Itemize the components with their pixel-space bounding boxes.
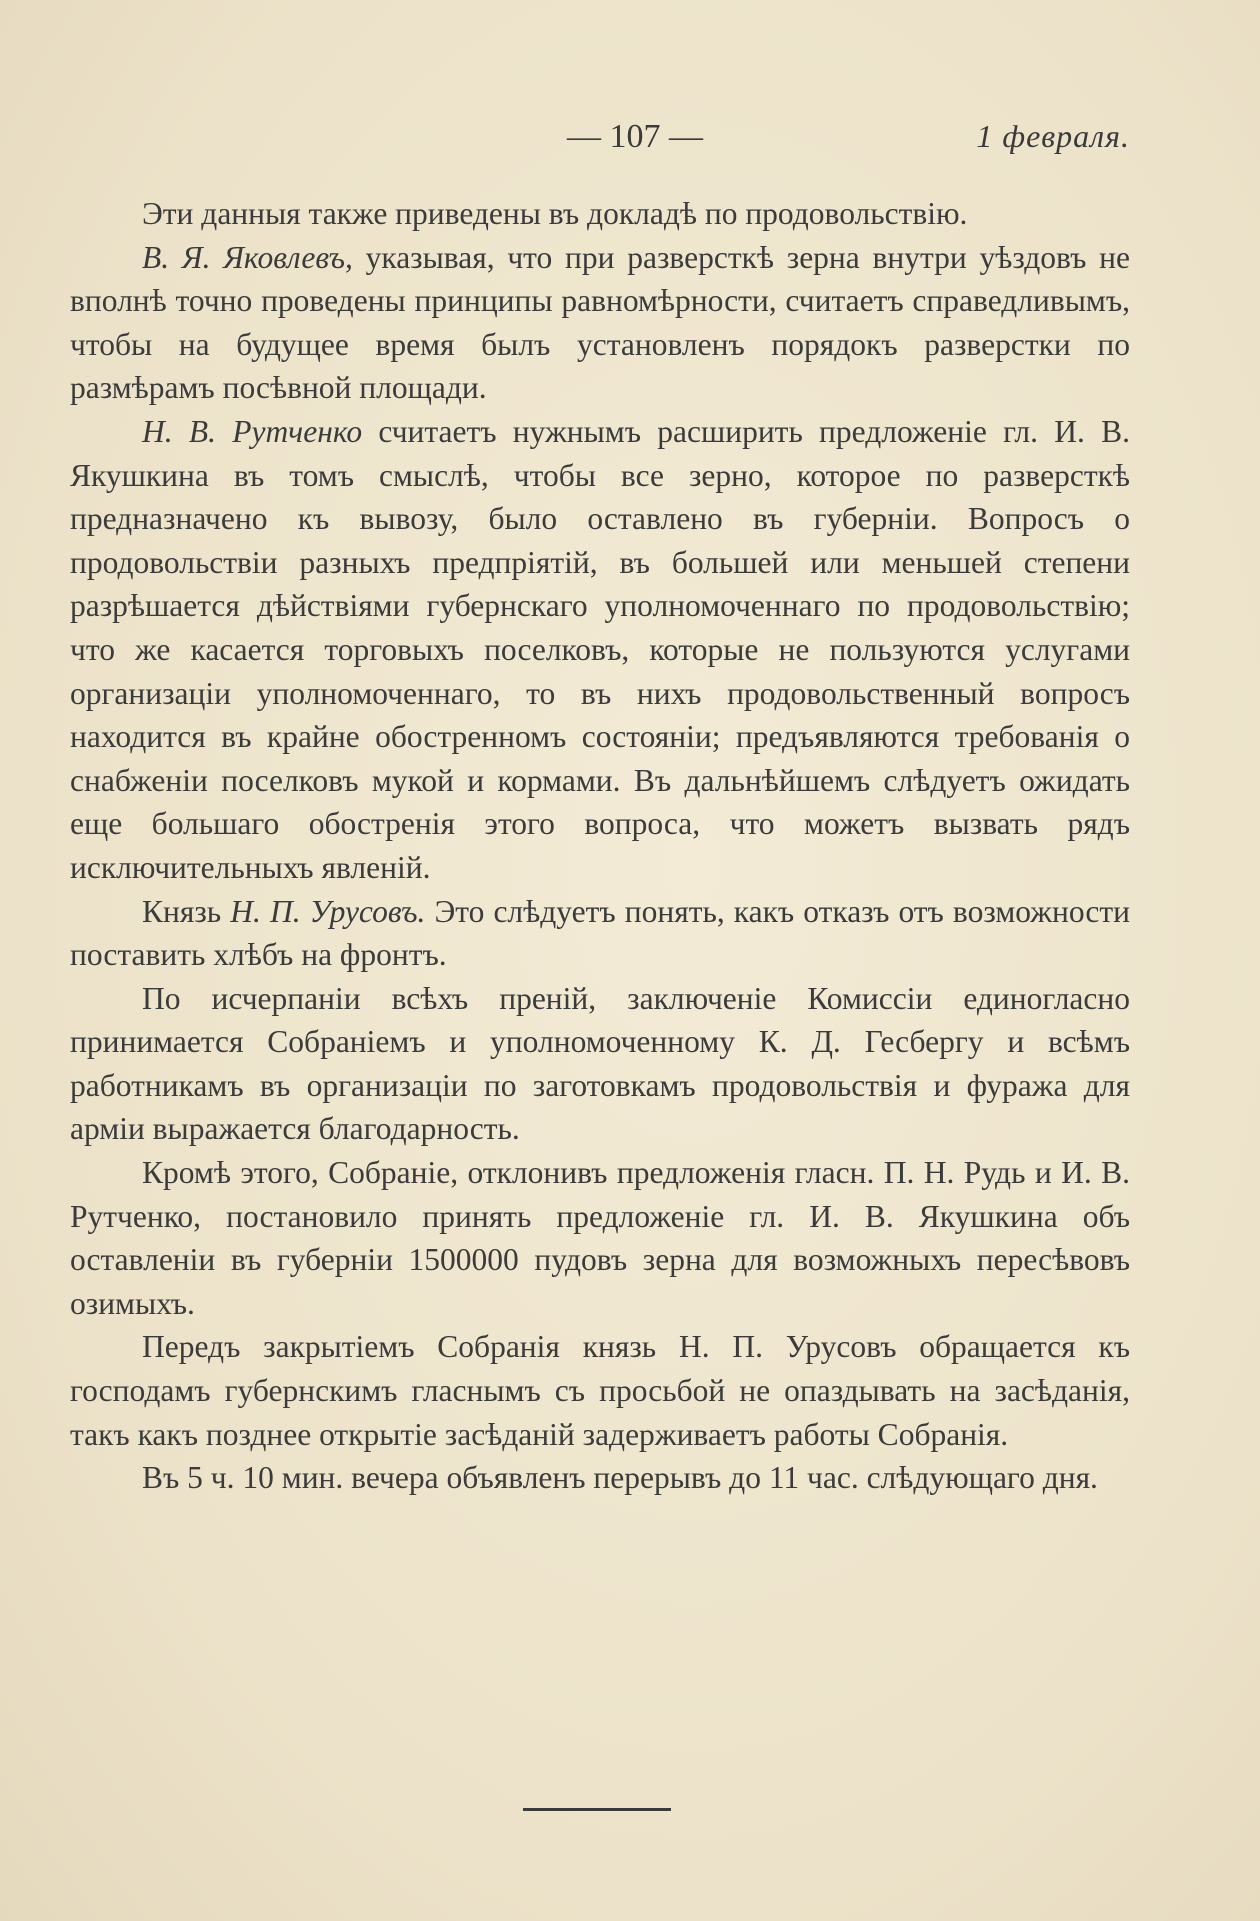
page-header bbox=[70, 118, 1130, 168]
speaker-name: Н. П. Урусовъ. bbox=[230, 893, 426, 929]
paragraph-6 bbox=[70, 1151, 1130, 1325]
paragraph-7-text: Передъ закрытіемъ Собранія князь Н. П. Урусовъ обращается къ господамъ губернскимъ гласнымъ съ просьбой не опаздывать на засѣданія, такъ какъ позднее открытіе засѣданій задерживаетъ работы Собранія. bbox=[70, 1329, 1130, 1452]
paragraph-1-text: Эти данныя также приведены въ докладѣ по продовольствію. bbox=[142, 196, 968, 231]
paragraph-5 bbox=[70, 977, 1130, 1151]
paragraph-3 bbox=[70, 410, 1130, 890]
paragraph-2 bbox=[70, 236, 1130, 410]
paragraph-2-text: указывая, что при разверсткѣ зерна внутри уѣздовъ не вполнѣ точно проведены принципы равномѣрности, считаетъ справедливымъ, чтобы на будущее время былъ установленъ порядокъ разверстки по размѣрамъ посѣвной площади. bbox=[70, 239, 1130, 406]
paragraph-1 bbox=[70, 192, 1130, 236]
page-date: 1 февраля. bbox=[976, 118, 1130, 154]
paragraph-7 bbox=[70, 1325, 1130, 1456]
speaker-name: В. Я. Яковлевъ, bbox=[142, 239, 353, 275]
closing-rule bbox=[523, 1808, 671, 1811]
paragraph-3-text: считаетъ нужнымъ расширить предложеніе гл. И. В. Якушкина въ томъ смыслѣ, чтобы все зерно, которое по разверсткѣ предназначено къ вывозу, было оставлено въ губерніи. Вопросъ о продовольствіи разныхъ предпріятій, въ большей или меньшей степени разрѣшается дѣйствіями губернскаго уполномоченнаго по продовольствію; что же касается торговыхъ поселковъ, которые не пользуются услугами организаціи уполномоченнаго, то въ нихъ продовольственный вопросъ находится въ крайне обостренномъ состояніи; предъявляются требованія о снабженіи поселковъ мукой и кормами. Въ дальнѣйшемъ слѣдуетъ ожидать еще большаго обостренія этого вопроса, что можетъ вызвать рядъ исключительныхъ явленій. bbox=[70, 413, 1130, 885]
body-text bbox=[70, 192, 1130, 1500]
paragraph-8 bbox=[70, 1456, 1130, 1500]
paragraph-4 bbox=[70, 890, 1130, 977]
speaker-prefix: Князь bbox=[142, 893, 231, 929]
paragraph-8-text: Въ 5 ч. 10 мин. вечера объявленъ перерывъ до 11 час. слѣдующаго дня. bbox=[142, 1460, 1098, 1496]
speaker-name: Н. В. Рутченко bbox=[142, 413, 363, 449]
paragraph-6-text: Кромѣ этого, Собраніе, отклонивъ предложенія гласн. П. Н. Рудь и И. В. Рутченко, постановило принять предложеніе гл. И. В. Якушкина объ оставленіи въ губерніи 1500000 пудовъ зерна для возможныхъ пересѣвовъ озимыхъ. bbox=[70, 1155, 1130, 1321]
paragraph-4-text: Это слѣдуетъ понять, какъ отказъ отъ возможности поставить хлѣбъ на фронтъ. bbox=[70, 893, 1131, 973]
paragraph-5-text: По исчерпаніи всѣхъ преній, заключеніе Комиссіи единогласно принимается Собраніемъ и уполномоченному К. Д. Гесбергу и всѣмъ работникамъ въ организаціи по заготовкамъ продовольствія и фуража для арміи выражается благодарность. bbox=[70, 980, 1130, 1147]
page-number: — 107 — bbox=[567, 118, 703, 155]
